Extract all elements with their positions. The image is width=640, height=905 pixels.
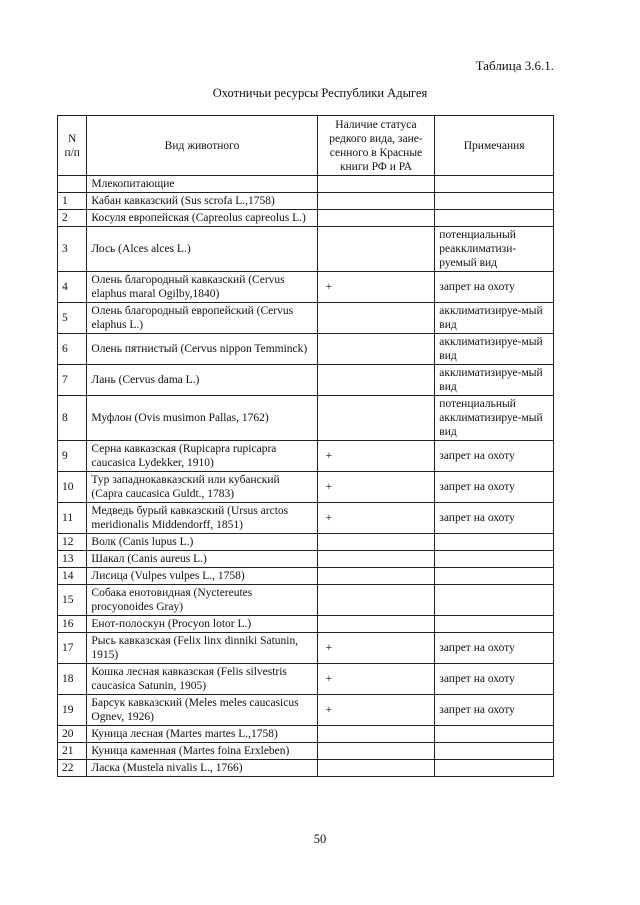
table-row bbox=[58, 365, 554, 396]
table-header-row bbox=[58, 116, 554, 176]
row-rare-status bbox=[317, 365, 435, 396]
row-num: 11 bbox=[58, 503, 87, 534]
table-title: Охотничьи ресурсы Республики Адыгея bbox=[212, 86, 428, 100]
row-num: 12 bbox=[58, 534, 87, 551]
table-row bbox=[58, 664, 554, 695]
table-row bbox=[58, 760, 554, 777]
row-rare-status: + bbox=[317, 272, 435, 303]
table-row bbox=[58, 334, 554, 365]
table-row bbox=[58, 568, 554, 585]
row-notes: акклиматизируе-мый вид bbox=[435, 365, 554, 396]
section-status-cell bbox=[317, 176, 435, 193]
table-row bbox=[58, 303, 554, 334]
row-num: 16 bbox=[58, 616, 87, 633]
row-species-name: Кабан кавказский (Sus scrofa L.,1758) bbox=[87, 193, 317, 210]
table-row bbox=[58, 441, 554, 472]
row-species-name: Олень благородный европейский (Cervus elaphus L.) bbox=[87, 303, 317, 334]
row-rare-status bbox=[317, 726, 435, 743]
row-species-name: Рысь кавказская (Felix linx dinniki Satunin, 1915) bbox=[87, 633, 317, 664]
row-rare-status bbox=[317, 616, 435, 633]
table-row bbox=[58, 743, 554, 760]
row-notes bbox=[435, 726, 554, 743]
row-rare-status: + bbox=[317, 472, 435, 503]
row-species-name: Лось (Alces alces L.) bbox=[87, 227, 317, 272]
row-rare-status bbox=[317, 551, 435, 568]
row-notes: запрет на охоту bbox=[435, 272, 554, 303]
row-num: 5 bbox=[58, 303, 87, 334]
row-rare-status: + bbox=[317, 664, 435, 695]
row-rare-status bbox=[317, 303, 435, 334]
row-species-name: Лисица (Vulpes vulpes L., 1758) bbox=[87, 568, 317, 585]
row-notes: запрет на охоту bbox=[435, 441, 554, 472]
row-notes bbox=[435, 551, 554, 568]
row-rare-status bbox=[317, 568, 435, 585]
row-notes bbox=[435, 616, 554, 633]
table-row bbox=[58, 472, 554, 503]
section-num-cell bbox=[58, 176, 87, 193]
row-species-name: Куница лесная (Martes martes L.,1758) bbox=[87, 726, 317, 743]
row-notes: запрет на охоту bbox=[435, 503, 554, 534]
row-rare-status: + bbox=[317, 503, 435, 534]
row-num: 9 bbox=[58, 441, 87, 472]
species-table bbox=[57, 115, 554, 777]
row-notes bbox=[435, 585, 554, 616]
row-notes bbox=[435, 534, 554, 551]
row-notes: акклиматизируе-мый вид bbox=[435, 303, 554, 334]
row-num: 4 bbox=[58, 272, 87, 303]
row-notes bbox=[435, 210, 554, 227]
table-row bbox=[58, 726, 554, 743]
table-row bbox=[58, 616, 554, 633]
row-species-name: Енот-полоскун (Procyon lotor L.) bbox=[87, 616, 317, 633]
table-row bbox=[58, 534, 554, 551]
section-title: Млекопитающие bbox=[87, 176, 317, 193]
row-num: 20 bbox=[58, 726, 87, 743]
row-rare-status bbox=[317, 760, 435, 777]
row-rare-status bbox=[317, 534, 435, 551]
row-species-name: Муфлон (Ovis musimon Pallas, 1762) bbox=[87, 396, 317, 441]
row-notes: запрет на охоту bbox=[435, 695, 554, 726]
row-species-name: Серна кавказская (Rupicapra rupicapra caucasica Lydekker, 1910) bbox=[87, 441, 317, 472]
row-species-name: Волк (Canis lupus L.) bbox=[87, 534, 317, 551]
row-notes: запрет на охоту bbox=[435, 664, 554, 695]
row-notes bbox=[435, 743, 554, 760]
table-row bbox=[58, 633, 554, 664]
table-label: Таблица 3.6.1. bbox=[475, 58, 554, 73]
header-name: Вид животного bbox=[87, 116, 317, 176]
row-rare-status bbox=[317, 396, 435, 441]
row-notes: запрет на охоту bbox=[435, 472, 554, 503]
row-rare-status bbox=[317, 193, 435, 210]
row-num: 10 bbox=[58, 472, 87, 503]
row-num: 21 bbox=[58, 743, 87, 760]
row-num: 22 bbox=[58, 760, 87, 777]
row-species-name: Тур западнокавказский или кубанский (Capra caucasica Guldt., 1783) bbox=[87, 472, 317, 503]
row-num: 8 bbox=[58, 396, 87, 441]
row-num: 3 bbox=[58, 227, 87, 272]
row-rare-status: + bbox=[317, 633, 435, 664]
row-num: 14 bbox=[58, 568, 87, 585]
row-rare-status bbox=[317, 585, 435, 616]
table-row bbox=[58, 585, 554, 616]
table-row bbox=[58, 210, 554, 227]
row-num: 17 bbox=[58, 633, 87, 664]
row-species-name: Косуля европейская (Capreolus capreolus L.) bbox=[87, 210, 317, 227]
header-status: Наличие статуса редкого вида, зане-сенного в Красные книги РФ и РА bbox=[317, 116, 435, 176]
row-notes bbox=[435, 760, 554, 777]
table-row bbox=[58, 396, 554, 441]
row-rare-status bbox=[317, 227, 435, 272]
row-num: 1 bbox=[58, 193, 87, 210]
row-num: 13 bbox=[58, 551, 87, 568]
row-notes: запрет на охоту bbox=[435, 633, 554, 664]
row-notes: акклиматизируе-мый вид bbox=[435, 334, 554, 365]
table-row bbox=[58, 551, 554, 568]
row-species-name: Собака енотовидная (Nyctereutes procyonoides Gray) bbox=[87, 585, 317, 616]
row-species-name: Шакал (Canis aureus L.) bbox=[87, 551, 317, 568]
row-rare-status bbox=[317, 210, 435, 227]
section-notes-cell bbox=[435, 176, 554, 193]
section-row bbox=[58, 176, 554, 193]
row-species-name: Олень благородный кавказский (Cervus elaphus maral Ogilby,1840) bbox=[87, 272, 317, 303]
row-rare-status: + bbox=[317, 441, 435, 472]
row-num: 19 bbox=[58, 695, 87, 726]
row-notes bbox=[435, 193, 554, 210]
page-number: 50 bbox=[313, 832, 327, 846]
row-rare-status bbox=[317, 334, 435, 365]
table-row bbox=[58, 193, 554, 210]
row-species-name: Барсук кавказский (Meles meles caucasicus Ognev, 1926) bbox=[87, 695, 317, 726]
row-num: 15 bbox=[58, 585, 87, 616]
row-species-name: Олень пятнистый (Cervus nippon Temminck) bbox=[87, 334, 317, 365]
row-num: 18 bbox=[58, 664, 87, 695]
row-species-name: Ласка (Mustela nivalis L., 1766) bbox=[87, 760, 317, 777]
row-notes: потенциальный реакклиматизи-руемый вид bbox=[435, 227, 554, 272]
row-species-name: Кошка лесная кавказская (Felis silvestris caucasica Satunin, 1905) bbox=[87, 664, 317, 695]
row-notes bbox=[435, 568, 554, 585]
row-rare-status: + bbox=[317, 695, 435, 726]
row-num: 7 bbox=[58, 365, 87, 396]
row-rare-status bbox=[317, 743, 435, 760]
row-num: 6 bbox=[58, 334, 87, 365]
row-species-name: Медведь бурый кавказский (Ursus arctos meridionalis Middendorff, 1851) bbox=[87, 503, 317, 534]
table-row bbox=[58, 227, 554, 272]
row-notes: потенциальный акклиматизируе-мый вид bbox=[435, 396, 554, 441]
table-row bbox=[58, 695, 554, 726]
table-row bbox=[58, 503, 554, 534]
row-species-name: Куница каменная (Martes foina Erxleben) bbox=[87, 743, 317, 760]
row-species-name: Лань (Cervus dama L.) bbox=[87, 365, 317, 396]
table-row bbox=[58, 272, 554, 303]
header-num: N п/п bbox=[58, 116, 87, 176]
row-num: 2 bbox=[58, 210, 87, 227]
header-notes: Примечания bbox=[435, 116, 554, 176]
